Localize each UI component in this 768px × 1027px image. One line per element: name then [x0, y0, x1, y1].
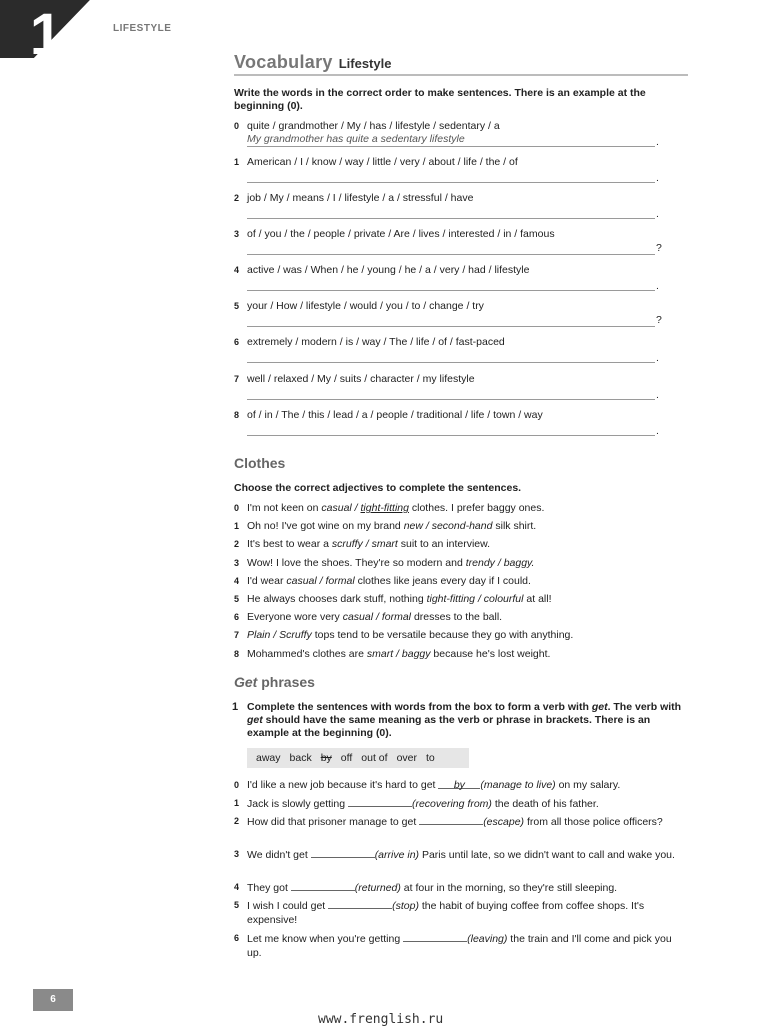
- clothes-item: [234, 611, 502, 624]
- box-word: to: [426, 752, 435, 764]
- sentence-end: suit to an interview.: [397, 538, 491, 551]
- end-punctuation: .: [656, 352, 659, 364]
- answer-input-line[interactable]: [247, 278, 655, 291]
- clothes-item: [234, 575, 531, 588]
- option-separator: /: [351, 502, 361, 514]
- answer-input-line[interactable]: [247, 242, 655, 255]
- sentence-end: tops tend to be versatile because they go with anything.: [311, 629, 574, 642]
- option-b[interactable]: colourful: [483, 593, 524, 605]
- get-instruction-part3: should have the same meaning as the verb or phrase in brackets. There is an example at the beginning (0).: [247, 714, 651, 739]
- option-b[interactable]: second-hand: [431, 520, 493, 533]
- exercise1-item: [234, 228, 688, 262]
- sentence-start: He always chooses dark stuff, nothing: [247, 593, 427, 605]
- answer-blank[interactable]: [311, 847, 375, 858]
- unit-number: 1: [29, 2, 63, 58]
- answer-input-line[interactable]: [247, 206, 655, 219]
- exercise1-item: [234, 300, 688, 334]
- option-b[interactable]: baggy: [401, 647, 431, 660]
- get-item: [234, 880, 687, 895]
- item-number: 3: [234, 849, 240, 859]
- sentence-end: silk shirt.: [492, 520, 537, 533]
- get-exercise-number: 1: [232, 701, 239, 713]
- option-a[interactable]: casual: [321, 502, 352, 514]
- get-title-italic: Get: [234, 674, 258, 690]
- box-word: back: [289, 752, 312, 764]
- exercise1-item: [234, 192, 688, 226]
- item-number: 6: [234, 612, 240, 623]
- item-number: 1: [234, 798, 240, 808]
- get-item: [234, 814, 687, 829]
- sentence-start: Wow! I love the shoes. They're so modern and: [247, 556, 466, 569]
- unit-corner-badge: [0, 0, 90, 58]
- item-number: 8: [234, 648, 240, 659]
- item-number: 6: [234, 933, 240, 943]
- item-number: 4: [234, 575, 240, 586]
- exercise1-item: [234, 409, 688, 443]
- end-punctuation: ?: [656, 314, 662, 326]
- item-number: 2: [234, 193, 240, 203]
- item-number: 5: [234, 594, 240, 604]
- option-a[interactable]: smart: [366, 647, 394, 660]
- answer-blank[interactable]: [419, 814, 483, 825]
- sentence-start: I'm not keen on: [247, 502, 322, 514]
- answer-input-line[interactable]: [247, 387, 655, 400]
- option-separator: /: [270, 629, 280, 642]
- get-item: [234, 796, 687, 811]
- sentence-start: They got: [247, 882, 291, 894]
- sentence-end: clothes like jeans every day if I could.: [354, 574, 531, 587]
- option-separator: /: [316, 574, 326, 587]
- option-separator: /: [494, 556, 504, 569]
- vocabulary-heading: [234, 52, 688, 76]
- clothes-item: [234, 520, 536, 533]
- option-separator: /: [393, 647, 402, 660]
- exercise1-item: [234, 120, 688, 154]
- item-number: 1: [234, 157, 240, 167]
- item-prompt: job / My / means / I / lifestyle / a / stressful / have: [247, 192, 474, 204]
- option-a[interactable]: tight-fitting: [426, 593, 476, 605]
- box-word: over: [396, 752, 417, 764]
- item-number: 2: [234, 816, 240, 826]
- hint-brackets: (returned): [354, 882, 401, 894]
- hint-brackets: (manage to live): [480, 779, 556, 791]
- get-instruction-part1: Complete the sentences with words from the box to form a verb with: [247, 701, 592, 713]
- option-b[interactable]: formal: [325, 574, 355, 587]
- get-phrases-heading: [234, 674, 315, 690]
- answer-blank[interactable]: [348, 796, 412, 807]
- end-punctuation: .: [656, 280, 659, 292]
- watermark: www.frenglish.ru: [318, 1012, 444, 1027]
- box-word: off: [340, 752, 353, 764]
- item-prompt: of / in / The / this / lead / a / people / traditional / life / town / way: [247, 409, 543, 421]
- sentence-end: clothes. I prefer baggy ones.: [408, 502, 545, 514]
- hint-brackets: (leaving): [467, 933, 508, 945]
- option-b[interactable]: Scruffy: [279, 629, 312, 642]
- item-number: 3: [234, 557, 240, 568]
- get-instruction: [234, 701, 684, 740]
- clothes-item: [234, 629, 573, 642]
- sentence-start: Everyone wore very: [247, 611, 343, 624]
- item-number: 0: [234, 121, 240, 131]
- sentence-end: the habit of buying coffee from coffee shops. It's expensive!: [247, 900, 645, 926]
- clothes-instruction: Choose the correct adjectives to complete the sentences.: [234, 482, 522, 494]
- item-prompt: extremely / modern / is / way / The / life / of / fast-paced: [247, 336, 505, 348]
- section-tag: LIFESTYLE: [113, 23, 172, 34]
- get-item: [234, 931, 687, 960]
- option-a[interactable]: casual: [286, 574, 317, 587]
- item-number: 0: [234, 503, 240, 513]
- answer-input-line[interactable]: [247, 134, 655, 147]
- option-separator: /: [373, 611, 382, 624]
- exercise1-instruction: Write the words in the correct order to make sentences. There is an example at the beginning (0).: [234, 87, 646, 112]
- item-number: 4: [234, 265, 240, 275]
- sentence-end: because he's lost weight.: [430, 647, 551, 660]
- answer-input-line[interactable]: [247, 423, 655, 436]
- answer-input-line[interactable]: [247, 170, 655, 183]
- item-number: 1: [234, 521, 240, 532]
- option-b[interactable]: smart: [371, 538, 398, 551]
- sentence-end: the death of his father.: [491, 798, 599, 810]
- option-b[interactable]: baggy.: [503, 556, 535, 569]
- sentence-start: It's best to wear a: [247, 538, 332, 551]
- end-punctuation: .: [656, 136, 659, 148]
- clothes-item: [234, 557, 534, 570]
- sentence-start: Jack is slowly getting: [247, 798, 348, 810]
- item-prompt: active / was / When / he / young / he / a / very / had / lifestyle: [247, 264, 530, 276]
- end-punctuation: .: [656, 172, 659, 184]
- option-a[interactable]: new: [403, 520, 423, 533]
- end-punctuation: .: [656, 389, 659, 401]
- get-instruction-get2: get: [247, 714, 263, 726]
- item-number: 5: [234, 900, 240, 910]
- item-number: 7: [234, 374, 240, 384]
- option-separator: /: [475, 593, 484, 605]
- sentence-end: Paris until late, so we didn't want to call and wake you.: [419, 849, 675, 861]
- sentence-end: dresses to the ball.: [411, 611, 503, 624]
- get-item: [234, 778, 687, 792]
- clothes-heading: Clothes: [234, 455, 286, 471]
- answer-blank[interactable]: [291, 880, 355, 891]
- end-punctuation: .: [656, 208, 659, 220]
- option-separator: /: [422, 520, 432, 533]
- sentence-end: at all!: [523, 593, 552, 605]
- sentence-end: at four in the morning, so they're still sleeping.: [400, 882, 618, 894]
- vocabulary-title: Vocabulary: [234, 52, 333, 72]
- hint-brackets: (stop): [392, 900, 419, 912]
- answer-blank[interactable]: [403, 931, 467, 942]
- example-answer: My grandmother has quite a sedentary lifestyle: [247, 133, 465, 145]
- answer-input-line[interactable]: [247, 350, 655, 363]
- sentence-start: Let me know when you're getting: [247, 933, 404, 945]
- clothes-item: [234, 648, 550, 661]
- item-prompt: of / you / the / people / private / Are / lives / interested / in / famous: [247, 228, 555, 240]
- hint-brackets: (escape): [483, 816, 525, 828]
- item-prompt: American / I / know / way / little / very / about / life / the / of: [247, 156, 518, 168]
- exercise1-item: [234, 336, 688, 370]
- sentence-start: Oh no! I've got wine on my brand: [247, 520, 404, 533]
- item-number: 0: [234, 780, 240, 790]
- answer-blank[interactable]: [328, 898, 392, 909]
- option-a[interactable]: scruffy: [331, 538, 363, 551]
- box-word: out of: [361, 752, 388, 764]
- option-b[interactable]: formal: [381, 611, 412, 624]
- exercise1-item: [234, 373, 688, 407]
- sentence-start: I wish I could get: [247, 900, 329, 912]
- clothes-item: [234, 502, 544, 515]
- item-number: 4: [234, 882, 240, 892]
- get-item: [234, 898, 687, 927]
- sentence-start: We didn't get: [247, 849, 311, 861]
- option-a[interactable]: casual: [342, 611, 374, 624]
- answer-blank[interactable]: by: [438, 778, 480, 789]
- sentence-end: from all those police officers?: [524, 816, 663, 828]
- hint-brackets: (arrive in): [374, 849, 420, 861]
- item-number: 8: [234, 410, 240, 420]
- sentence-start: I'd like a new job because it's hard to get: [247, 779, 439, 791]
- item-prompt: quite / grandmother / My / has / lifestyle / sedentary / a: [247, 120, 500, 132]
- end-punctuation: .: [656, 425, 659, 437]
- sentence-start: I'd wear: [247, 574, 287, 587]
- clothes-item: [234, 538, 490, 551]
- option-separator: /: [362, 538, 372, 551]
- item-prompt: your / How / lifestyle / would / you / to / change / try: [247, 300, 484, 312]
- get-title-rest: phrases: [257, 674, 315, 690]
- exercise1-item: [234, 264, 688, 298]
- page-number: 6: [33, 989, 73, 1011]
- sentence-start: How did that prisoner manage to get: [247, 816, 420, 828]
- option-b[interactable]: tight-fitting: [360, 502, 409, 514]
- exercise1-item: [234, 156, 688, 190]
- get-item: [234, 847, 687, 862]
- get-instruction-part2: . The verb with: [607, 701, 682, 713]
- box-word: away: [256, 752, 281, 764]
- clothes-item: [234, 593, 552, 606]
- item-number: 5: [234, 301, 240, 311]
- vocabulary-subtitle: Lifestyle: [338, 56, 392, 71]
- hint-brackets: (recovering from): [411, 798, 492, 810]
- option-a[interactable]: trendy: [465, 556, 495, 569]
- item-number: 2: [234, 539, 240, 550]
- item-number: 7: [234, 630, 240, 641]
- box-word: by: [320, 752, 332, 764]
- word-box: [247, 748, 469, 768]
- answer-input-line[interactable]: [247, 314, 655, 327]
- get-instruction-get: get: [591, 701, 608, 713]
- item-number: 6: [234, 337, 240, 347]
- item-number: 3: [234, 229, 240, 239]
- sentence-start: Mohammed's clothes are: [247, 647, 367, 660]
- item-prompt: well / relaxed / My / suits / character / my lifestyle: [247, 373, 475, 385]
- sentence-end: the train and I'll come and pick you up.: [247, 933, 672, 959]
- option-a[interactable]: Plain: [247, 629, 271, 642]
- end-punctuation: ?: [656, 242, 662, 254]
- sentence-end: on my salary.: [555, 779, 621, 791]
